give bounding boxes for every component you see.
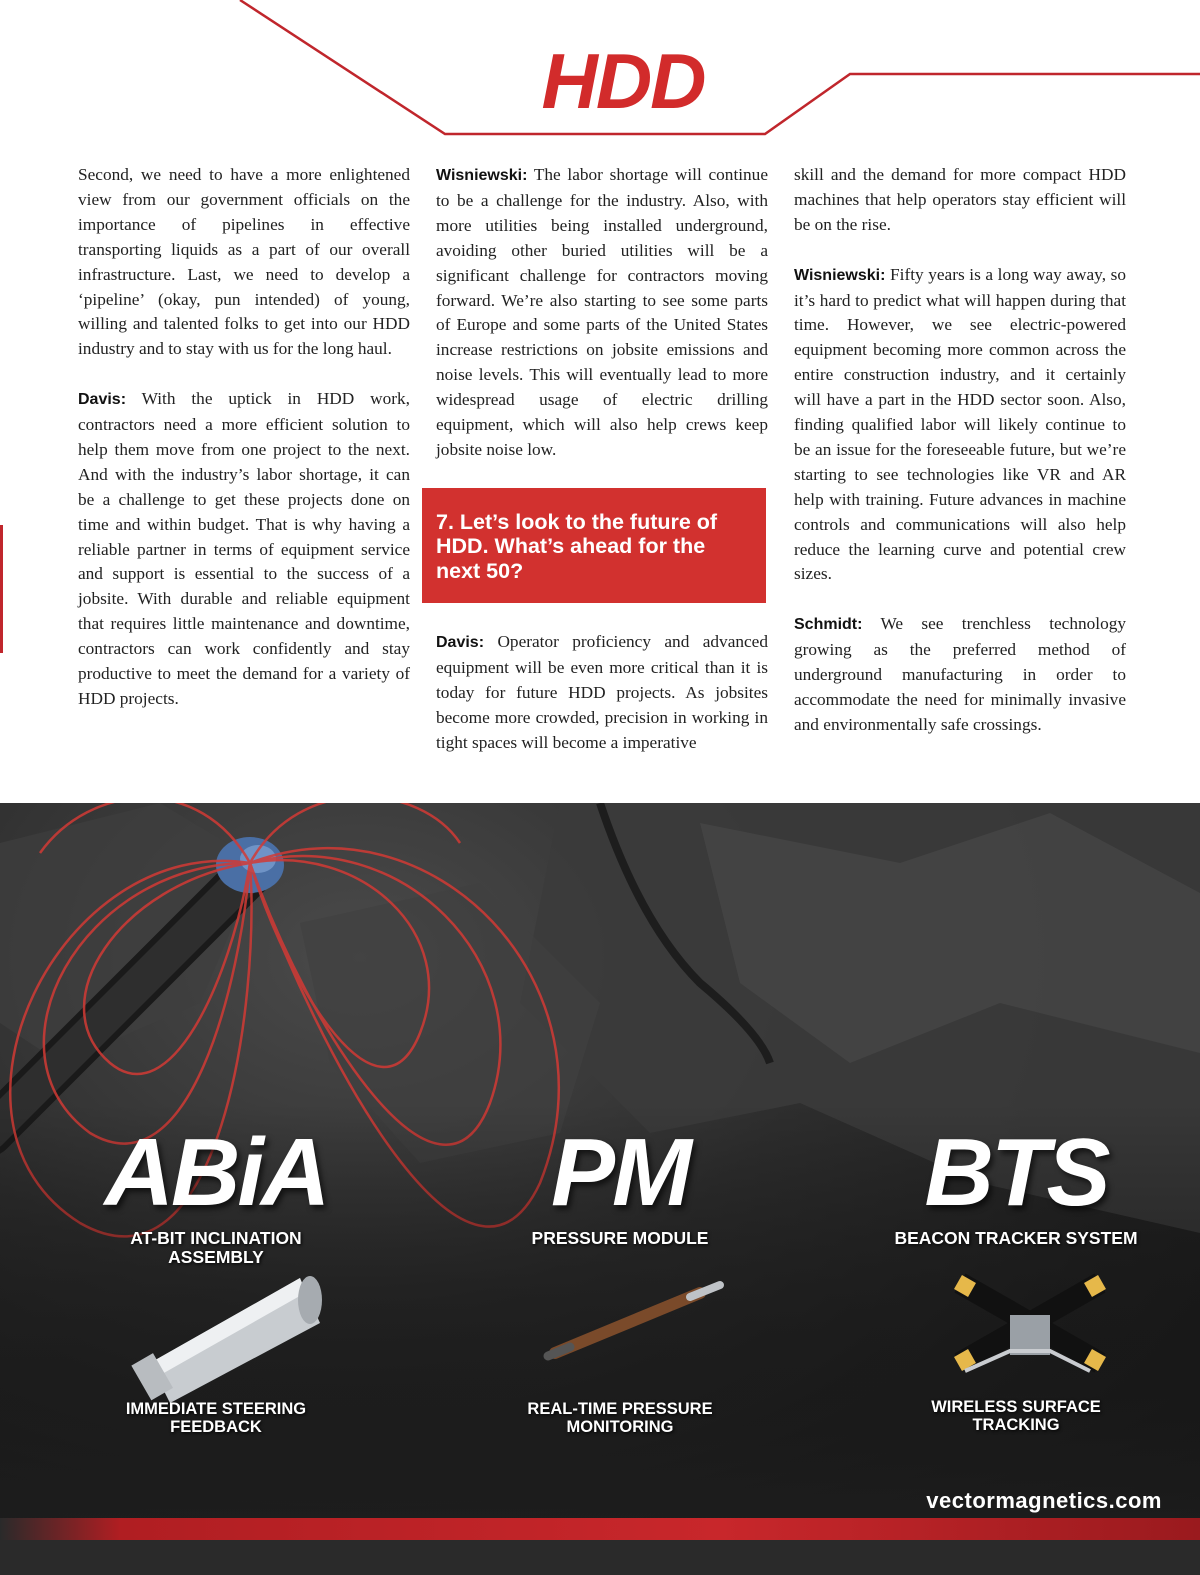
paragraph: Davis: Operator proficiency and advanced equipment will be even more critical than it is today for future HDD projects. As jobsites become more crowded, precision in working in tight spaces will become a imperative bbox=[436, 632, 768, 752]
ad-bottom-base bbox=[0, 1540, 1200, 1575]
product-name: PM bbox=[551, 1119, 689, 1226]
speaker-name: Wisniewski: bbox=[436, 167, 528, 184]
paragraph: skill and the demand for more compact HDD machines that help operators stay efficient will be on the rise. bbox=[794, 165, 1126, 234]
product-subtitle: AT-BIT INCLINATION ASSEMBLY bbox=[130, 1228, 302, 1267]
speaker-name: Davis: bbox=[78, 391, 127, 409]
speaker-name: Wisniewski: bbox=[794, 266, 886, 284]
paragraph: Wisniewski: Fifty years is a long way away, so it’s hard to predict what will happen during that time. However, we see electric-powered equipment becoming more common across the entire construction industry, and it certainly will have a part in the HDD sector soon. Also, finding qualified labor will likely continue to be an issue for the foreseeable future, but we’re starting to see technologies like VR and AR help with training. Future advances in machine controls and communications will also help reduce the learning curve and potential crew sizes. bbox=[794, 264, 1126, 584]
product-bts bbox=[878, 1119, 1154, 1434]
product-name: ABiA bbox=[104, 1119, 328, 1226]
question-heading: 7. Let’s look to the future of HDD. What’s ahead for the next 50? bbox=[422, 488, 766, 604]
article-column-3 bbox=[794, 163, 1126, 763]
speaker-name: Schmidt: bbox=[794, 616, 863, 634]
paragraph: Schmidt: We see trenchless technology growing as the preferred method of underground manufacturing in order to accommodate the need for minimally invasive and environmentally safe crossings. bbox=[794, 614, 1126, 734]
paragraph: Second, we need to have a more enlightened view from our government officials on the importance of pipelines in effective transporting liquids as a part of our overall infrastructure. Last, we need to develop a ‘pipeline’ (okay, pun intended) of young, willing and talented folks to get into our HDD industry and to stay with us for the long haul. bbox=[78, 165, 410, 359]
speaker-name: Davis: bbox=[436, 634, 485, 652]
product-subtitle: PRESSURE MODULE bbox=[531, 1228, 709, 1248]
product-name: BTS bbox=[924, 1119, 1108, 1226]
edge-mark bbox=[0, 525, 3, 653]
paragraph: Wisniewski: The labor shortage will continue to be a challenge for the industry. Also, with more utilities being installed underground, avoiding other buried utilities will be a significant challenge for contractors moving forward. We’re also starting to see some parts of Europe and some parts of the United States increase restrictions on jobsite emissions and noise levels. This will eventually lead to more widespread usage of electric drilling equipment, which will also help crews keep jobsite noise low. bbox=[436, 165, 768, 459]
product-feature: IMMEDIATE STEERING FEEDBACK bbox=[125, 1400, 307, 1436]
ad-red-strip bbox=[0, 1518, 1200, 1540]
hdd-logo: HDD bbox=[541, 37, 705, 125]
paragraph: Davis: With the uptick in HDD work, contractors need a more efficient solution to help them move from one project to the next. And with the industry’s labor shortage, it can be a challenge to get these projects done on time and within budget. That is why having a reliable partner in terms of equipment service and support is essential to the success of a jobsite. With durable and reliable equipment that requires little maintenance and downtime, contractors can work confidently and stay productive to meet the demand for a variety of HDD projects. bbox=[78, 389, 410, 709]
website-link[interactable]: vectormagnetics.com bbox=[926, 1488, 1162, 1513]
vector-magnetics-ad bbox=[0, 803, 1200, 1575]
page-header bbox=[0, 0, 1200, 150]
product-pm bbox=[495, 1119, 745, 1436]
product-feature: WIRELESS SURFACE TRACKING bbox=[931, 1398, 1101, 1434]
article-column-2 bbox=[436, 163, 768, 781]
article-column-1 bbox=[78, 163, 410, 737]
product-subtitle: BEACON TRACKER SYSTEM bbox=[894, 1228, 1138, 1248]
product-abia bbox=[90, 1119, 342, 1436]
product-feature: REAL-TIME PRESSURE MONITORING bbox=[527, 1400, 713, 1436]
